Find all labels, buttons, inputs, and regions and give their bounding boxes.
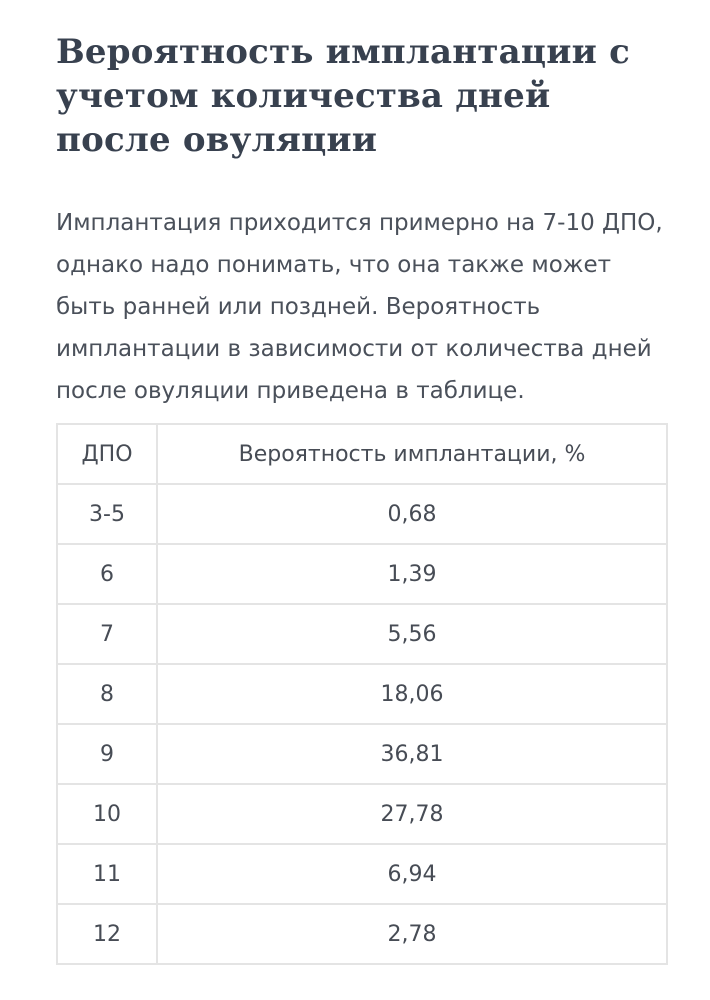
dpo-cell: 11	[57, 844, 157, 904]
probability-cell: 0,68	[157, 484, 667, 544]
page-title: Вероятность имплантации с учетом количества дней после овуляции	[56, 32, 630, 160]
probability-cell: 1,39	[157, 544, 667, 604]
column-header-dpo: ДПО	[57, 424, 157, 484]
probability-cell: 27,78	[157, 784, 667, 844]
dpo-cell: 12	[57, 904, 157, 964]
probability-cell: 18,06	[157, 664, 667, 724]
article	[56, 0, 669, 412]
dpo-cell: 6	[57, 544, 157, 604]
dpo-cell: 7	[57, 604, 157, 664]
table-row	[57, 484, 667, 544]
column-header-probability: Вероятность имплантации, %	[157, 424, 667, 484]
dpo-cell: 8	[57, 664, 157, 724]
table-row	[57, 844, 667, 904]
table-row	[57, 664, 667, 724]
table-row	[57, 724, 667, 784]
table-row	[57, 544, 667, 604]
probability-cell: 6,94	[157, 844, 667, 904]
probability-cell: 36,81	[157, 724, 667, 784]
dpo-cell: 10	[57, 784, 157, 844]
implantation-probability-table	[56, 423, 668, 965]
dpo-cell: 9	[57, 724, 157, 784]
intro-paragraph: Имплантация приходится примерно на 7-10 ДПО, однако надо понимать, что она также может быть ранней или поздней. Вероятность имплантации в зависимости от количества дней после овуляции приведена в таблице.	[56, 210, 663, 404]
probability-cell: 5,56	[157, 604, 667, 664]
table-row	[57, 604, 667, 664]
table-row	[57, 784, 667, 844]
table-row	[57, 904, 667, 964]
dpo-cell: 3-5	[57, 484, 157, 544]
probability-cell: 2,78	[157, 904, 667, 964]
table-header-row	[57, 424, 667, 484]
